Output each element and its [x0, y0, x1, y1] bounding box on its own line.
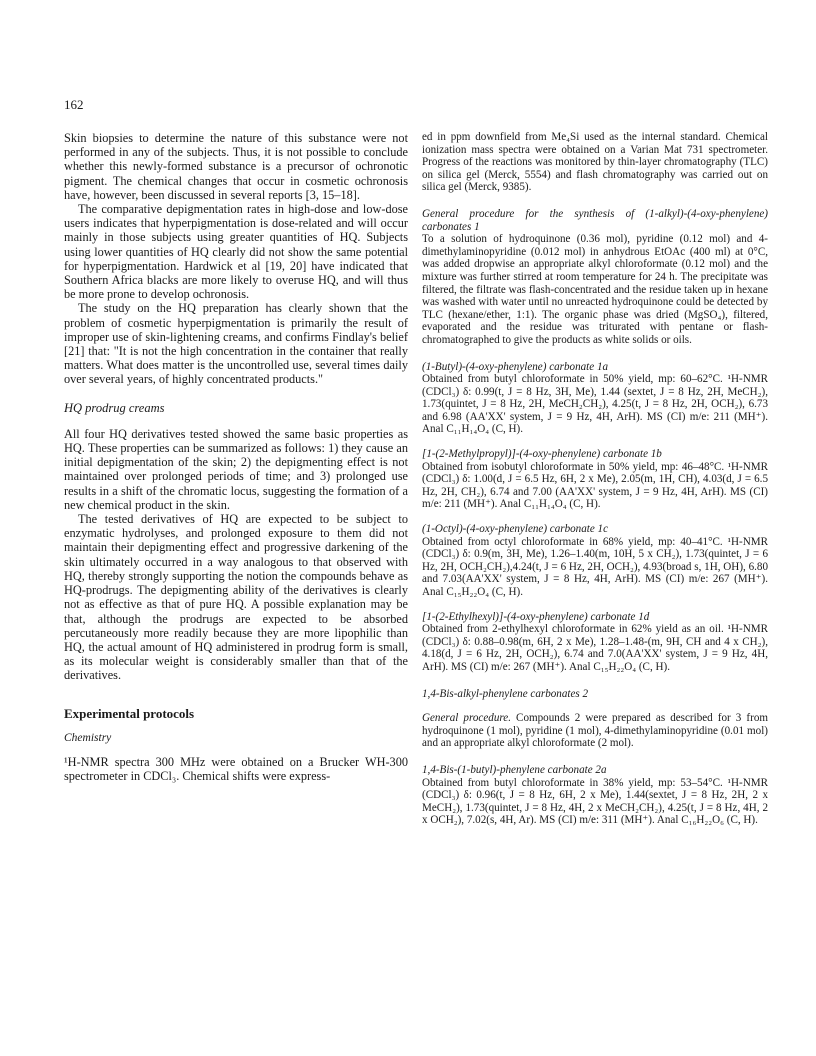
paragraph: The study on the HQ preparation has clearly shown that the problem of cosmetic hyperpigmentation is primarily the result of improper use of skin-lightening creams, and confirms Findlay's belief [21] that: "It is not the high concentration in the container that really matters. What does matter is the uncontrolled use, several times daily over several years, of highly concentrated products." [64, 301, 408, 387]
compound-heading: [1-(2-Ethylhexyl)]-(4-oxy-phenylene) carbonate 1d [422, 610, 650, 623]
paragraph: All four HQ derivatives tested showed the same basic properties as HQ. These properties can be summarized as follows: 1) they cause an initial depigmentation of the skin; 2) the depigmenting effect is not maintained over prolonged periods of time; and 3) prolonged use results in a shift of the chromatic locus, suggesting the formation of a new chemical product in the skin. [64, 426, 408, 512]
paragraph: Obtained from butyl chloroformate in 38% yield, mp: 53–54°C. ¹H-NMR (CDCl₃) δ: 0.96(t, J = 8 Hz, 6H, 2 x Me), 1.44(sextet, J = 8 Hz, 2H, 2 x MeCH₂), 1.73(quintet, J = 8 Hz, 4H, 2 x MeCH₂CH₂), 4.25(t, J = 8 Hz, 4H, 2 x OCH₂), 7.02(s, 4H, Ar). MS (CI) m/e: 311 (MH⁺). Anal C₁₆H₂₂O₆ (C, H). [422, 776, 768, 827]
paragraph: The comparative depigmentation rates in high-dose and low-dose users indicates that hyperpigmentation is dose-related and will occur mainly in those subjects using greater quantities of HQ. Subjects using lower quantities of HQ clearly did not show the same potential for hyperpigmentation. Hardwick et al [19, 20] have indicated that Southern Africa blacks are more likely to overuse HQ, and will thus be more prone to develop ochronosis. [64, 202, 408, 302]
section-heading: Experimental protocols [64, 705, 195, 721]
compound-heading: 1,4-Bis-(1-butyl)-phenylene carbonate 2a [422, 763, 607, 776]
paragraph: ed in ppm downfield from Me₄Si used as the internal standard. Chemical ionization mass spectra were obtained on a Varian Mat 731 spectrometer. Progress of the reactions was monitored by thin-layer chromatography (TLC) on silica gel (Merck, 5554) and flash chromatography was carried out on silica gel (Merck, 9385). [422, 131, 768, 194]
paragraph: Obtained from isobutyl chloroformate in 50% yield, mp: 46–48°C. ¹H-NMR (CDCl₃) δ: 1.00(d, J = 6.5 Hz, 6H, 2 x Me), 2.05(m, 1H, CH), 4.03(d, J = 6.5 Hz, 2H, CH₂), 6.74 and 7.00 (AA'XX' system, J = 9 Hz, 4H, ArH). MS (CI) m/e: 211 (MH⁺). Anal C₁₁H₁₄O₄ (C, H). [422, 460, 768, 511]
paragraph-text: Compounds 2 were prepared as described for 3 from hydroquinone (1 mol), pyridine (1 mol), 4-dimethylaminopyridine (0.01 mol) and an appropriate alkyl chloroformate (2 mol). [422, 712, 768, 750]
subsection-heading: HQ prodrug creams [64, 400, 165, 415]
paragraph: ¹H-NMR spectra 300 MHz were obtained on a Brucker WH-300 spectrometer in CDCl₃. Chemical shifts were express- [64, 754, 408, 784]
section-heading: 1,4-Bis-alkyl-phenylene carbonates 2 [422, 687, 589, 700]
procedure-heading: General procedure for the synthesis of (1-alkyl)-(4-oxy-phenylene) carbonates 1 [422, 207, 768, 233]
left-column [64, 131, 408, 783]
paragraph [422, 712, 768, 750]
paragraph: Obtained from 2-ethylhexyl chloroformate in 62% yield as an oil. ¹H-NMR (CDCl₃) δ: 0.88–0.98(m, 6H, 2 x Me), 1.28–1.48-(m, 9H, CH and 4 x CH₂), 4.18(d, J = 6 Hz, 2H, OCH₂), 6.74 and 7.0(AA'XX' system, J = 9 Hz, 4H, ArH). MS (CI) m/e: 267 (MH⁺). Anal C₁₅H₂₂O₄ (C, H). [422, 623, 768, 673]
subsection-heading: Chemistry [64, 731, 112, 744]
compound-heading: [1-(2-Methylpropyl)]-(4-oxy-phenylene) carbonate 1b [422, 448, 662, 461]
paragraph: The tested derivatives of HQ are expected to be subject to enzymatic hydrolyses, and prolonged exposure to them did not maintain their depigmenting effect and progressive darkening of the skin ultimately occurred in a way analogous to that observed with HQ, thereby strongly supporting the notion the compounds behave as HQ-prodrugs. The depigmenting ability of the derivatives is clearly not as effective as that of pure HQ. A possible explanation may be that, although the prodrugs are expected to be absorbed percutaneously more readily because they are more lipophilic than HQ, the actual amount of HQ administered in prodrug form is small, as its molecular weight is considerably smaller than that of the derivatives. [64, 512, 408, 683]
paragraph: Obtained from butyl chloroformate in 50% yield, mp: 60–62°C. ¹H-NMR (CDCl₃) δ: 0.99(t, J = 8 Hz, 3H, Me), 1.44 (sextet, J = 8 Hz, 2H, MeCH₂), 1.73(quintet, J = 8 Hz, 2H, MeCH₂CH₂), 4.25(t, J = 8 Hz, 2H, OCH₂), 6.73 and 6.98 (AA'XX' system, J = 9 Hz, 4H, ArH). MS (CI) m/e: 211 (MH⁺). Anal C₁₁H₁₄O₄ (C, H). [422, 373, 768, 436]
inline-label: General procedure. [422, 712, 511, 725]
paragraph: To a solution of hydroquinone (0.36 mol), pyridine (0.12 mol) and 4-dimethylaminopyridine (0.012 mol) in anhydrous EtOAc (400 ml) at 0°C, was added dropwise an appropriate alkyl chloroformate (0.12 mol) and the mixture was further stirred at room temperature for 24 h. The precipitate was filtered, the filtrate was flash-concentrated and the residue taken up in hexane was washed with water until no unreacted hydroquinone could be detected by TLC (hexane/ether, 1:1). The organic phase was dried (MgSO₄), filtered, evaporated and the residue was triturated with pentane or flash-chromatographed to give the products as white solids or oils. [422, 233, 768, 346]
compound-heading: (1-Butyl)-(4-oxy-phenylene) carbonate 1a [422, 360, 609, 373]
paragraph: Skin biopsies to determine the nature of this substance were not performed in any of the subjects. Thus, it is not possible to conclude whether this newly-formed substance is a precursor of ochronotic pigment. The chemical changes that occur in cosmetic ochronosis have, however, been discussed in several reports [3, 15–18]. [64, 131, 408, 202]
compound-heading: (1-Octyl)-(4-oxy-phenylene) carbonate 1c [422, 523, 609, 536]
page-number: 162 [64, 97, 84, 112]
right-column [422, 131, 768, 827]
paragraph: Obtained from octyl chloroformate in 68% yield, mp: 40–41°C. ¹H-NMR (CDCl₃) δ: 0.9(m, 3H, Me), 1.26–1.40(m, 10H, 5 x CH₂), 1.73(quintet, J = 6 Hz, 2H, OCH₂CH₂),4.24(t, J = 6 Hz, 2H, OCH₂), 4.93(broad s, 1H, OH), 6.80 and 7.03(AA'XX' system, J = 8 Hz, 4H, ArH). MS (CI) m/e: 267 (MH⁺). Anal C₁₅H₂₂O₄ (C, H). [422, 535, 768, 598]
